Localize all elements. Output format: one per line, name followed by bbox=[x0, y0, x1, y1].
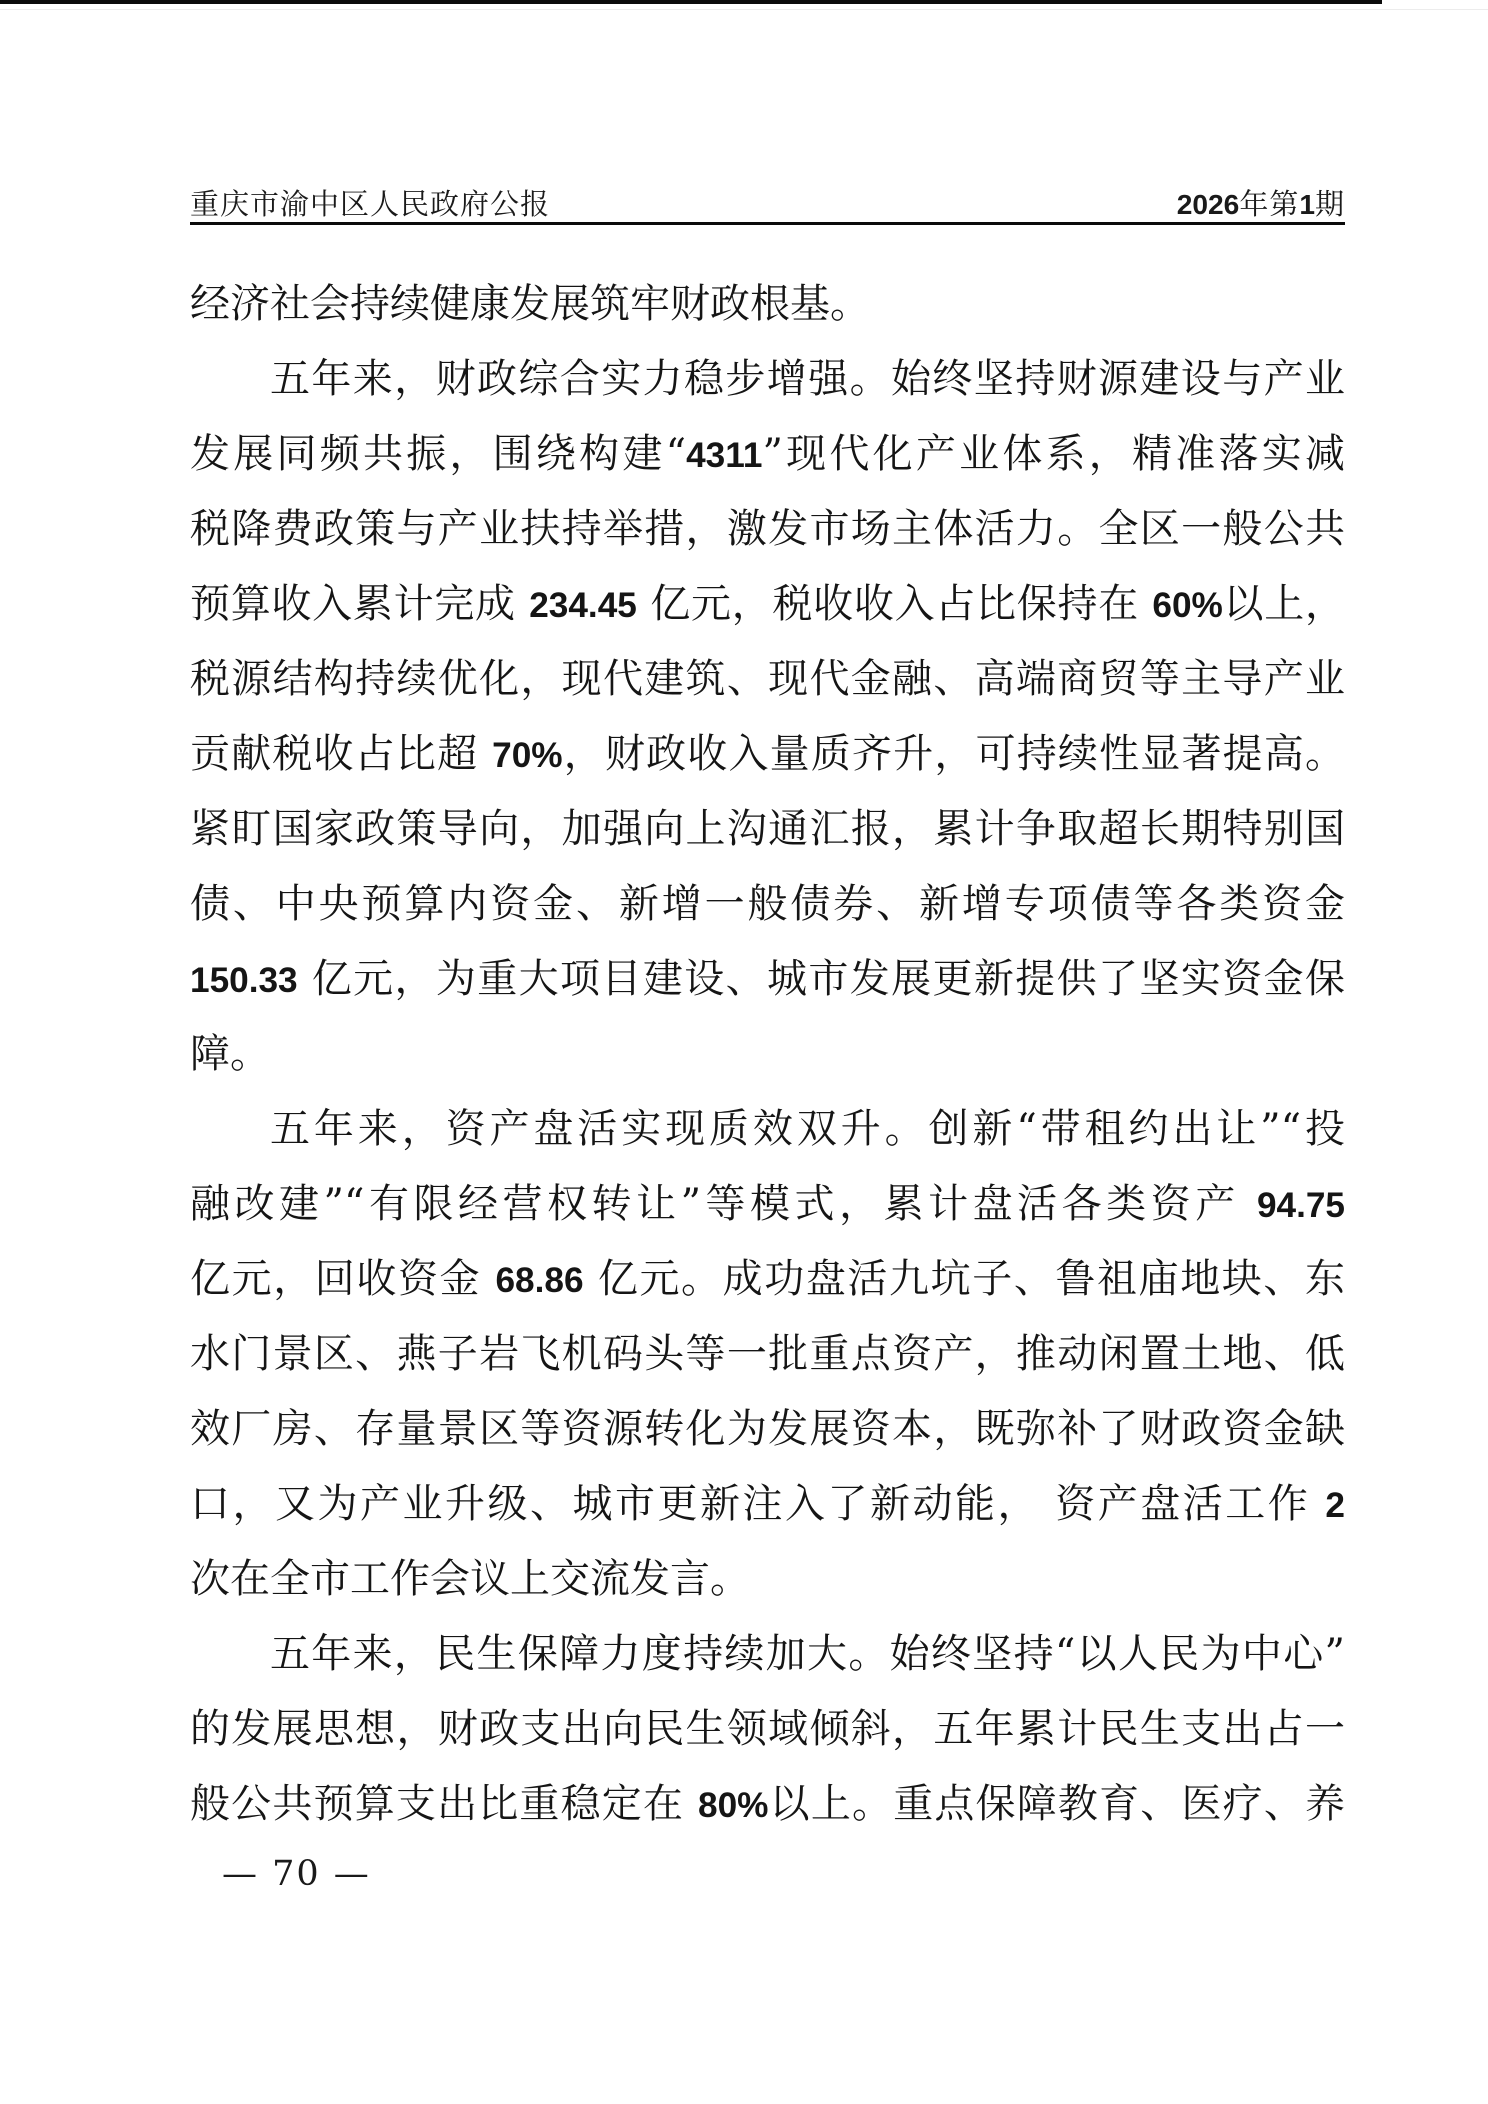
text-line: 贡献税收占比超 70%，财政收入量质齐升，可持续性显著提高。 bbox=[190, 731, 1345, 777]
header-divider bbox=[190, 222, 1345, 225]
numeric-value: 2026 bbox=[1176, 189, 1240, 220]
numeric-value: 80% bbox=[698, 1786, 769, 1825]
text-line: 150.33 亿元，为重大项目建设、城市发展更新提供了坚实资金保 bbox=[190, 956, 1345, 1002]
text-line: 紧盯国家政策导向，加强向上沟通汇报，累计争取超长期特别国 bbox=[190, 806, 1345, 852]
text-line: 的发展思想，财政支出向民生领域倾斜，五年累计民生支出占一 bbox=[190, 1706, 1345, 1752]
page-number: — 70 — bbox=[222, 1854, 371, 1894]
numeric-value: 60% bbox=[1152, 586, 1223, 625]
text-line: 效厂房、存量景区等资源转化为发展资本，既弥补了财政资金缺 bbox=[190, 1406, 1345, 1452]
text-line: 五年来，民生保障力度持续加大。始终坚持“以人民为中心” bbox=[270, 1631, 1345, 1677]
paragraph bbox=[190, 342, 1345, 1092]
numeric-value: 1 bbox=[1299, 189, 1315, 220]
numeric-value: 234.45 bbox=[529, 586, 637, 625]
text-line: 发展同频共振，围绕构建“4311”现代化产业体系，精准落实减 bbox=[190, 431, 1345, 477]
text-line: 税源结构持续优化，现代建筑、现代金融、高端商贸等主导产业 bbox=[190, 656, 1345, 702]
text-line: 障。 bbox=[190, 1031, 270, 1077]
numeric-value: 2 bbox=[1325, 1486, 1345, 1525]
paragraph bbox=[190, 1092, 1345, 1617]
masthead bbox=[190, 182, 1345, 223]
numeric-value: 68.86 bbox=[495, 1261, 584, 1300]
paragraph bbox=[190, 267, 1345, 342]
text-line: 次在全市工作会议上交流发言。 bbox=[190, 1556, 750, 1602]
text-line: 税降费政策与产业扶持举措，激发市场主体活力。全区一般公共 bbox=[190, 506, 1345, 552]
text-line: 融改建”“有限经营权转让”等模式，累计盘活各类资产 94.75 bbox=[190, 1181, 1345, 1227]
page-footer bbox=[222, 1854, 371, 1894]
text-line: 债、中央预算内资金、新增一般债券、新增专项债等各类资金 bbox=[190, 881, 1345, 927]
scan-artifact-line bbox=[0, 9, 1488, 10]
text-line: 般公共预算支出比重稳定在 80%以上。重点保障教育、医疗、养 bbox=[190, 1781, 1345, 1827]
text-line: 预算收入累计完成 234.45 亿元，税收收入占比保持在 60%以上， bbox=[190, 581, 1345, 627]
numeric-value: 94.75 bbox=[1256, 1186, 1345, 1225]
text-line: 五年来，财政综合实力稳步增强。始终坚持财源建设与产业 bbox=[270, 356, 1345, 402]
text-line: 五年来，资产盘活实现质效双升。创新“带租约出让”“投 bbox=[270, 1106, 1345, 1152]
text-line: 经济社会持续健康发展筑牢财政根基。 bbox=[190, 281, 870, 327]
numeric-value: 70% bbox=[492, 736, 563, 775]
body-text bbox=[190, 267, 1345, 1842]
gazette-title: 重庆市渝中区人民政府公报 bbox=[190, 187, 551, 221]
issue-number: 2026年第1期 bbox=[1176, 187, 1345, 221]
numeric-value: 150.33 bbox=[190, 961, 298, 1000]
text-line: 口，又为产业升级、城市更新注入了新动能， 资产盘活工作 2 bbox=[190, 1481, 1345, 1527]
text-line: 亿元，回收资金 68.86 亿元。成功盘活九坑子、鲁祖庙地块、东 bbox=[190, 1256, 1345, 1302]
paragraph bbox=[190, 1617, 1345, 1842]
text-line: 水门景区、燕子岩飞机码头等一批重点资产，推动闲置土地、低 bbox=[190, 1331, 1345, 1377]
numeric-value: 4311 bbox=[686, 436, 763, 475]
scan-artifact-bar bbox=[0, 0, 1382, 4]
